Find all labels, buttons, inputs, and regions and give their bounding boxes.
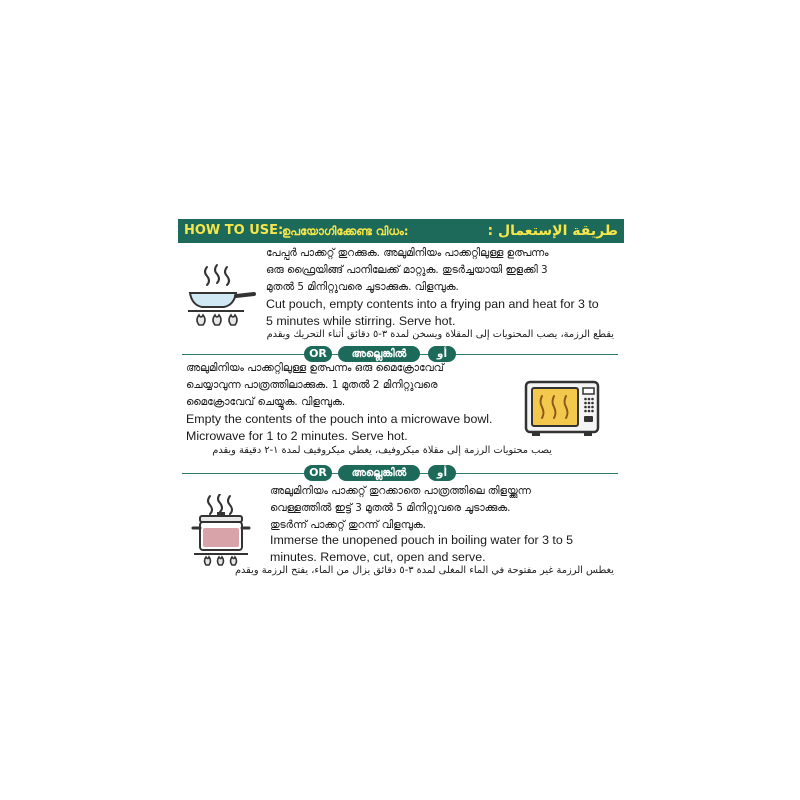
microwave-icon xyxy=(524,380,600,438)
header-title-english: HOW TO USE: xyxy=(184,223,284,238)
method2-en-line: Empty the contents of the pouch into a microwave bowl. xyxy=(186,412,493,426)
method1-malayalam xyxy=(266,245,549,296)
usage-instructions-card xyxy=(178,219,624,590)
or-badge-arabic: أو xyxy=(428,465,456,481)
method1-arabic: يقطع الرزمة، يصب المحتويات إلى المقلاة ويسخن لمدة ٣-٥ دقائق أثناء التحريك ويقدم xyxy=(266,329,614,340)
method3-ml-line: അലുമിനിയം പാക്കറ്റ് തുറക്കാതെ പാത്രത്തിലെ തിളയ്ക്കുന്ന xyxy=(270,485,531,497)
method2-ml-line: അലുമിനിയം പാക്കറ്റിലുള്ള ഉത്പന്നം ഒരു മൈക്രോവേവ് xyxy=(186,362,444,374)
or-badge-malayalam: അല്ലെങ്കിൽ xyxy=(338,346,420,362)
method2-malayalam xyxy=(186,360,444,411)
method2-en-line: Microwave for 1 to 2 minutes. Serve hot. xyxy=(186,429,408,443)
method2-arabic: يصب محتويات الرزمة إلى مقلاة ميكروفيف، يغطي ميكروفيف لمدة ١-٢ دقيقة ويقدم xyxy=(212,445,552,456)
method2-ml-line: ചെയ്യാവുന്ന പാത്രത്തിലാക്കുക. 1 മുതൽ 2 മിനിറ്റുവരെ xyxy=(186,379,438,391)
header-title-arabic: طريقة الإستعمال : xyxy=(487,223,618,239)
method1-en-line: 5 minutes while stirring. Serve hot. xyxy=(266,314,456,328)
method3-en-line: minutes. Remove, cut, open and serve. xyxy=(270,550,486,564)
method3-en-line: Immerse the unopened pouch in boiling water for 3 to 5 xyxy=(270,533,574,547)
method1-ml-line: പേപ്പർ പാക്കറ്റ് തുറക്കുക. അലുമിനിയം പാക്കറ്റിലുള്ള ഉത്പന്നം xyxy=(266,247,549,259)
or-badge: OR xyxy=(304,346,332,362)
or-badge-arabic: أو xyxy=(428,346,456,362)
method3-malayalam xyxy=(270,483,531,534)
method2-english xyxy=(186,411,493,445)
method1-en-line: Cut pouch, empty contents into a frying pan and heat for 3 to xyxy=(266,297,599,311)
instructions-header xyxy=(178,219,624,243)
method3-ml-line: തുടർന്ന് പാക്കറ്റ് തുറന്ന് വിളമ്പുക. xyxy=(270,519,426,531)
method1-ml-line: മുതൽ 5 മിനിറ്റുവരെ ചൂടാക്കുക. വിളമ്പുക. xyxy=(266,281,459,293)
boiling-pot-icon xyxy=(190,494,252,566)
method3-english xyxy=(270,532,573,566)
frying-pan-icon xyxy=(186,263,256,327)
or-badge: OR xyxy=(304,465,332,481)
method3-arabic: يغطس الرزمة غير مفتوحة في الماء المغلى لمدة ٣-٥ دقائق يزال من الماء، يفتح الرزمة ويقدم xyxy=(234,565,614,576)
method2-ml-line: മൈക്രോവേവ് ചെയ്യുക. വിളമ്പുക. xyxy=(186,396,346,408)
method1-english xyxy=(266,296,599,330)
or-badge-malayalam: അല്ലെങ്കിൽ xyxy=(338,465,420,481)
header-title-malayalam: ഉപയോഗിക്കേണ്ട വിധം: xyxy=(282,224,409,238)
method1-ml-line: ഒരു ഫ്രൈയിങ്ങ് പാനിലേക്ക് മാറ്റുക. തുടർച്ചയായി ഇളക്കി 3 xyxy=(266,264,548,276)
method3-ml-line: വെള്ളത്തിൽ ഇട്ട് 3 മുതൽ 5 മിനിറ്റുവരെ ചൂടാക്കുക. xyxy=(270,502,511,514)
